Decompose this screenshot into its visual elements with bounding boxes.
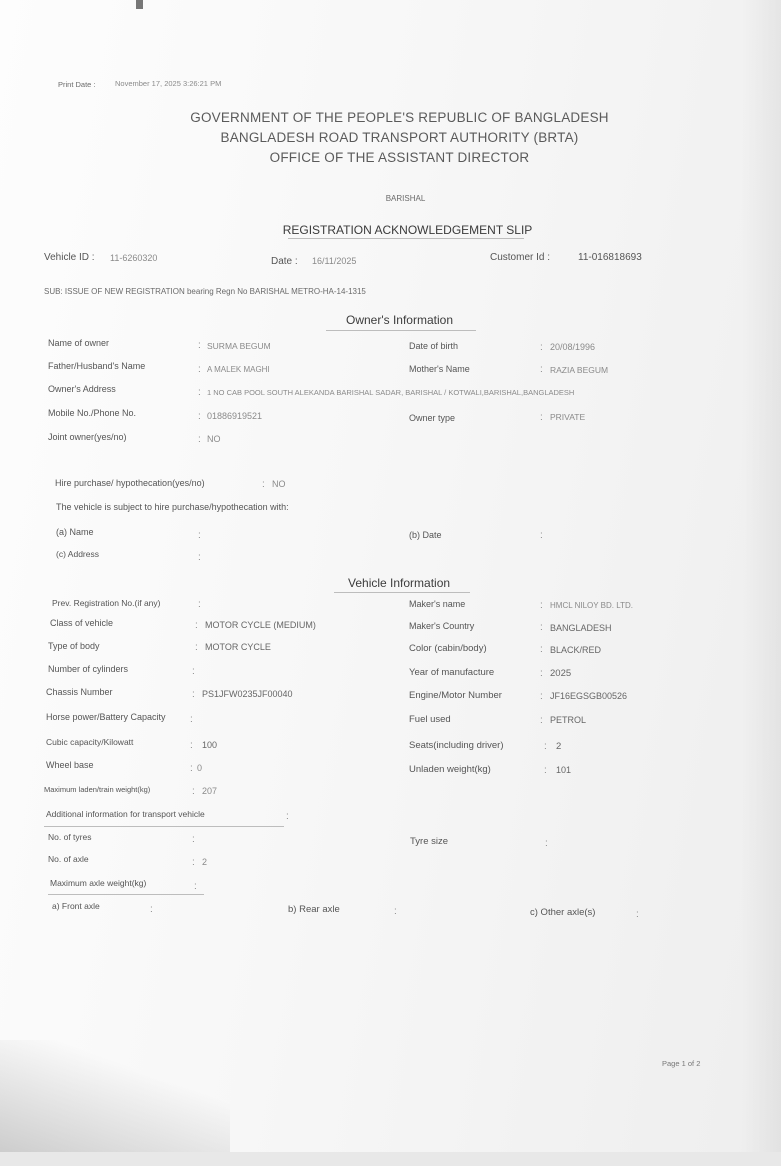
colon: : [198, 552, 201, 563]
date-label: Date : [271, 256, 298, 267]
colon: : [540, 668, 543, 679]
front-axle-label: a) Front axle [52, 901, 100, 911]
page-number: Page 1 of 2 [662, 1059, 701, 1068]
colon: : [540, 530, 543, 541]
axle-label: No. of axle [48, 854, 89, 864]
colon: : [192, 786, 195, 797]
body-label: Type of body [48, 641, 100, 651]
year-value: 2025 [550, 668, 572, 679]
colon: : [198, 364, 201, 375]
rear-axle-label: b) Rear axle [288, 904, 340, 915]
dob-value: 20/08/1996 [550, 342, 596, 352]
mobile-value: 01886919521 [207, 411, 263, 421]
colon: : [540, 691, 543, 702]
seats-label: Seats(including driver) [409, 740, 504, 751]
colon: : [540, 715, 543, 726]
max-axle-weight-label: Maximum axle weight(kg) [50, 878, 147, 888]
colon: : [198, 340, 201, 351]
owner-section-title: Owner's Information [346, 313, 453, 327]
colon: : [195, 620, 198, 631]
colon: : [192, 834, 195, 845]
prev-reg-label: Prev. Registration No.(if any) [52, 598, 161, 608]
wheel-base-value: 0 [197, 763, 203, 773]
other-axle-label: c) Other axle(s) [530, 907, 596, 918]
maker-value: HMCL NILOY BD. LTD. [550, 601, 633, 610]
mobile-label: Mobile No./Phone No. [48, 408, 137, 418]
additional-info-underline [44, 826, 284, 827]
address-value: 1 NO CAB POOL SOUTH ALEKANDA BARISHAL SADAR, BARISHAL / KOTWALI,BARISHAL,BANGLADESH [207, 388, 575, 397]
header-office: OFFICE OF THE ASSISTANT DIRECTOR [269, 150, 530, 165]
colon: : [540, 622, 543, 633]
colon: : [198, 599, 201, 610]
colon: : [190, 740, 193, 751]
colon: : [394, 906, 397, 917]
slip-title-underline [288, 238, 524, 239]
wheel-base-label: Wheel base [46, 760, 94, 770]
customer-id-label: Customer Id : [490, 252, 551, 263]
scan-shadow [0, 1040, 230, 1166]
date-value: 16/11/2025 [312, 256, 357, 266]
vehicle-title-underline [334, 592, 470, 593]
chassis-value: PS1JFW0235JF00040 [202, 689, 293, 699]
hire-subject-line: The vehicle is subject to hire purchase/hypothecation with: [56, 502, 289, 512]
color-label: Color (cabin/body) [409, 643, 487, 654]
max-laden-value: 207 [202, 786, 218, 796]
father-value: A MALEK MAGHI [207, 365, 270, 374]
colon: : [540, 644, 543, 655]
owner-name-label: Name of owner [48, 338, 110, 348]
mother-label: Mother's Name [409, 364, 470, 374]
cubic-capacity-label: Cubic capacity/Kilowatt [46, 737, 134, 747]
engine-value: JF16EGSGB00526 [550, 691, 628, 701]
page-bottom-edge [0, 1152, 781, 1166]
header-government: GOVERNMENT OF THE PEOPLE'S REPUBLIC OF BANGLADESH [190, 110, 609, 125]
colon: : [636, 909, 639, 920]
horsepower-label: Horse power/Battery Capacity [46, 712, 166, 722]
colon: : [190, 763, 193, 774]
colon: : [540, 412, 543, 423]
seats-value: 2 [556, 741, 562, 752]
color-value: BLACK/RED [550, 645, 602, 655]
tyres-label: No. of tyres [48, 832, 92, 842]
mother-value: RAZIA BEGUM [550, 365, 609, 375]
father-label: Father/Husband's Name [48, 361, 146, 371]
cylinders-label: Number of cylinders [48, 664, 129, 674]
country-value: BANGLADESH [550, 623, 612, 633]
print-date-value: November 17, 2025 3:26:21 PM [115, 79, 222, 88]
colon: : [198, 387, 201, 398]
colon: : [540, 600, 543, 611]
print-date-label: Print Date : [58, 80, 96, 89]
colon: : [190, 714, 193, 725]
header-city: BARISHAL [385, 194, 426, 203]
vehicle-id-value: 11-6260320 [110, 253, 158, 263]
colon: : [192, 666, 195, 677]
additional-info-label: Additional information for transport vehicle [46, 809, 205, 819]
scan-shadow-edge [741, 0, 781, 1166]
unladen-label: Unladen weight(kg) [409, 764, 491, 775]
colon: : [286, 811, 289, 822]
max-axle-underline [48, 894, 204, 895]
colon: : [544, 765, 547, 776]
country-label: Maker's Country [409, 621, 475, 631]
colon: : [194, 881, 197, 892]
colon: : [198, 530, 201, 541]
subject-line: SUB: ISSUE OF NEW REGISTRATION bearing Regn No BARISHAL METRO-HA-14-1315 [44, 287, 366, 296]
hire-purchase-label: Hire purchase/ hypothecation(yes/no) [55, 478, 205, 488]
colon: : [192, 857, 195, 868]
owner-type-label: Owner type [409, 413, 456, 423]
colon: : [198, 411, 201, 422]
colon: : [545, 838, 548, 849]
maker-label: Maker's name [409, 599, 466, 609]
colon: : [540, 342, 543, 353]
vehicle-id-label: Vehicle ID : [44, 252, 95, 263]
owner-title-underline [326, 330, 476, 331]
colon: : [544, 741, 547, 752]
colon: : [195, 642, 198, 653]
address-label: Owner's Address [48, 384, 116, 394]
slip-title: REGISTRATION ACKNOWLEDGEMENT SLIP [282, 223, 533, 237]
joint-owner-label: Joint owner(yes/no) [48, 432, 127, 442]
max-laden-label: Maximum laden/train weight(kg) [44, 785, 151, 794]
chassis-label: Chassis Number [46, 687, 113, 697]
header-authority: BANGLADESH ROAD TRANSPORT AUTHORITY (BRTA) [220, 130, 579, 145]
fuel-label: Fuel used [409, 714, 451, 725]
vehicle-section-title: Vehicle Information [348, 576, 451, 590]
class-value: MOTOR CYCLE (MEDIUM) [205, 620, 316, 630]
hire-purchase-value: NO [272, 479, 286, 489]
joint-owner-value: NO [207, 434, 221, 444]
tyre-size-label: Tyre size [410, 836, 449, 847]
hire-name-label: (a) Name [56, 527, 94, 537]
colon: : [262, 479, 265, 490]
axle-value: 2 [202, 857, 208, 867]
year-label: Year of manufacture [409, 667, 495, 678]
dob-label: Date of birth [409, 341, 459, 351]
owner-name-value: SURMA BEGUM [207, 341, 271, 351]
cubic-capacity-value: 100 [202, 740, 218, 750]
class-label: Class of vehicle [50, 618, 114, 628]
colon: : [540, 364, 543, 375]
colon: : [150, 904, 153, 915]
body-value: MOTOR CYCLE [205, 642, 271, 652]
hire-address-label: (c) Address [56, 549, 99, 559]
customer-id-value: 11-016818693 [578, 252, 642, 263]
colon: : [198, 434, 201, 445]
owner-type-value: PRIVATE [550, 412, 586, 422]
colon: : [192, 689, 195, 700]
unladen-value: 101 [556, 765, 572, 775]
engine-label: Engine/Motor Number [409, 690, 502, 701]
fuel-value: PETROL [550, 715, 587, 725]
staple-mark [136, 0, 143, 9]
hire-date-label: (b) Date [409, 530, 442, 540]
